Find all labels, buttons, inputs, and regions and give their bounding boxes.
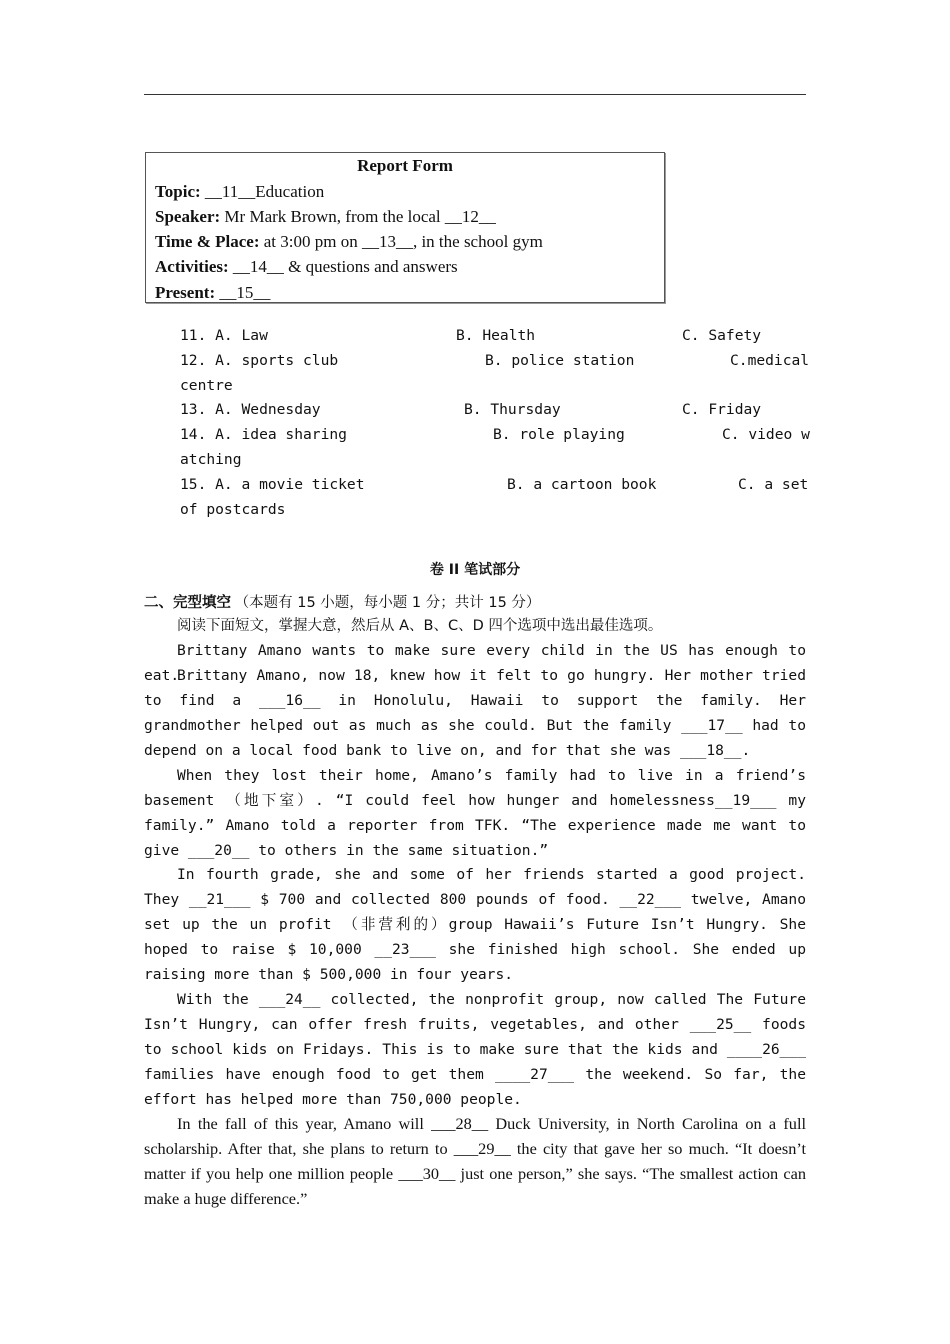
option-a: 13. A. Wednesday bbox=[180, 401, 321, 418]
passage-paragraph: In fourth grade, she and some of her friends started a good project. They __21___ $ 700 and collected 800 pounds of food. __22___ twelve, Amano set up the un profit （非营利的）group Hawaii’s Future Isn’t Hungry. She hoped to raise $ 10,000 __23___ she finished high school. She ended up raising more than $ 500,000 in four years. bbox=[144, 866, 806, 983]
option-c: C. video w bbox=[722, 426, 810, 443]
passage-paragraph: When they lost their home, Amano’s family had to live in a friend’s basement （地下室）. “I could feel how hunger and homelessness__19___ my family.” Amano told a reporter from TFK. “The experience made me want to give ___20__ to others in the same situation.” bbox=[144, 767, 806, 859]
passage-paragraph: Brittany Amano wants to make sure every child in the US has enough to eat. bbox=[144, 642, 806, 684]
row-value: __11__Education bbox=[200, 182, 325, 201]
row-value: __15__ bbox=[215, 283, 271, 302]
row-label: Activities: bbox=[155, 257, 229, 276]
part-heading-note: （本题有 15 小题，每小题 1 分；共计 15 分） bbox=[234, 595, 541, 611]
passage-paragraph: In the fall of this year, Amano will ___28__ Duck University, in North Carolina on a full scholarship. After that, she plans to return to ___29__ the city that gave her so much. “It doesn’t matter if you help one million people ___30__ just one person,” she says. “The smallest action can make a huge difference.” bbox=[144, 1114, 806, 1208]
option-b: B. a cartoon book bbox=[507, 476, 657, 493]
option-b: B. police station bbox=[485, 352, 635, 369]
row-label: Speaker: bbox=[155, 207, 221, 226]
row-label: Present: bbox=[155, 283, 216, 302]
option-wrap: atching bbox=[180, 451, 242, 468]
row-value: __14__ & questions and answers bbox=[228, 257, 458, 276]
part-heading-title: 二、完型填空 bbox=[144, 595, 231, 611]
option-a: 15. A. a movie ticket bbox=[180, 476, 365, 493]
row-label: Time & Place: bbox=[155, 232, 260, 251]
section-title: 卷 II 笔试部分 bbox=[429, 562, 521, 578]
report-form-row-topic bbox=[155, 182, 324, 202]
option-c: C.medical bbox=[730, 352, 810, 369]
row-value: Mr Mark Brown, from the local __12__ bbox=[220, 207, 496, 226]
report-form-row-speaker bbox=[155, 207, 496, 227]
option-wrap: centre bbox=[180, 377, 233, 394]
option-b: B. Health bbox=[456, 327, 536, 344]
report-form-row-time-place bbox=[155, 232, 543, 252]
option-b: B. Thursday bbox=[464, 401, 561, 418]
option-wrap: of postcards bbox=[180, 501, 286, 518]
report-form-row-activities bbox=[155, 257, 458, 277]
passage-paragraph: Brittany Amano, now 18, knew how it felt to go hungry. Her mother tried to find a ___16__ in Honolulu, Hawaii to support the family. Her grandmother helped out as much as she could. But the family ___17__ had to depend on a local food bank to live on, and for that she was ___18__. bbox=[144, 667, 806, 759]
instructions: 阅读下面短文，掌握大意，然后从 A、B、C、D 四个选项中选出最佳选项。 bbox=[177, 618, 663, 634]
report-form-row-present bbox=[155, 283, 270, 303]
option-b: B. role playing bbox=[493, 426, 625, 443]
option-a: 14. A. idea sharing bbox=[180, 426, 347, 443]
row-label: Topic: bbox=[155, 182, 201, 201]
option-c: C. Friday bbox=[682, 401, 762, 418]
option-a: 12. A. sports club bbox=[180, 352, 339, 369]
option-c: C. a set bbox=[738, 476, 809, 493]
option-a: 11. A. Law bbox=[180, 327, 268, 344]
row-value: at 3:00 pm on __13__, in the school gym bbox=[259, 232, 543, 251]
option-c: C. Safety bbox=[682, 327, 762, 344]
header-rule bbox=[144, 94, 806, 95]
report-form-title: Report Form bbox=[357, 156, 453, 175]
report-form-table bbox=[145, 152, 665, 303]
part-heading bbox=[144, 591, 540, 612]
passage-paragraph: With the ___24__ collected, the nonprofit group, now called The Future Isn’t Hungry, can offer fresh fruits, vegetables, and other ___25__ foods to school kids on Fridays. This is to make sure that the kids and ____26___ families have enough food to get them ____27___ the weekend. So far, the effort has helped more than 750,000 people. bbox=[144, 991, 806, 1108]
